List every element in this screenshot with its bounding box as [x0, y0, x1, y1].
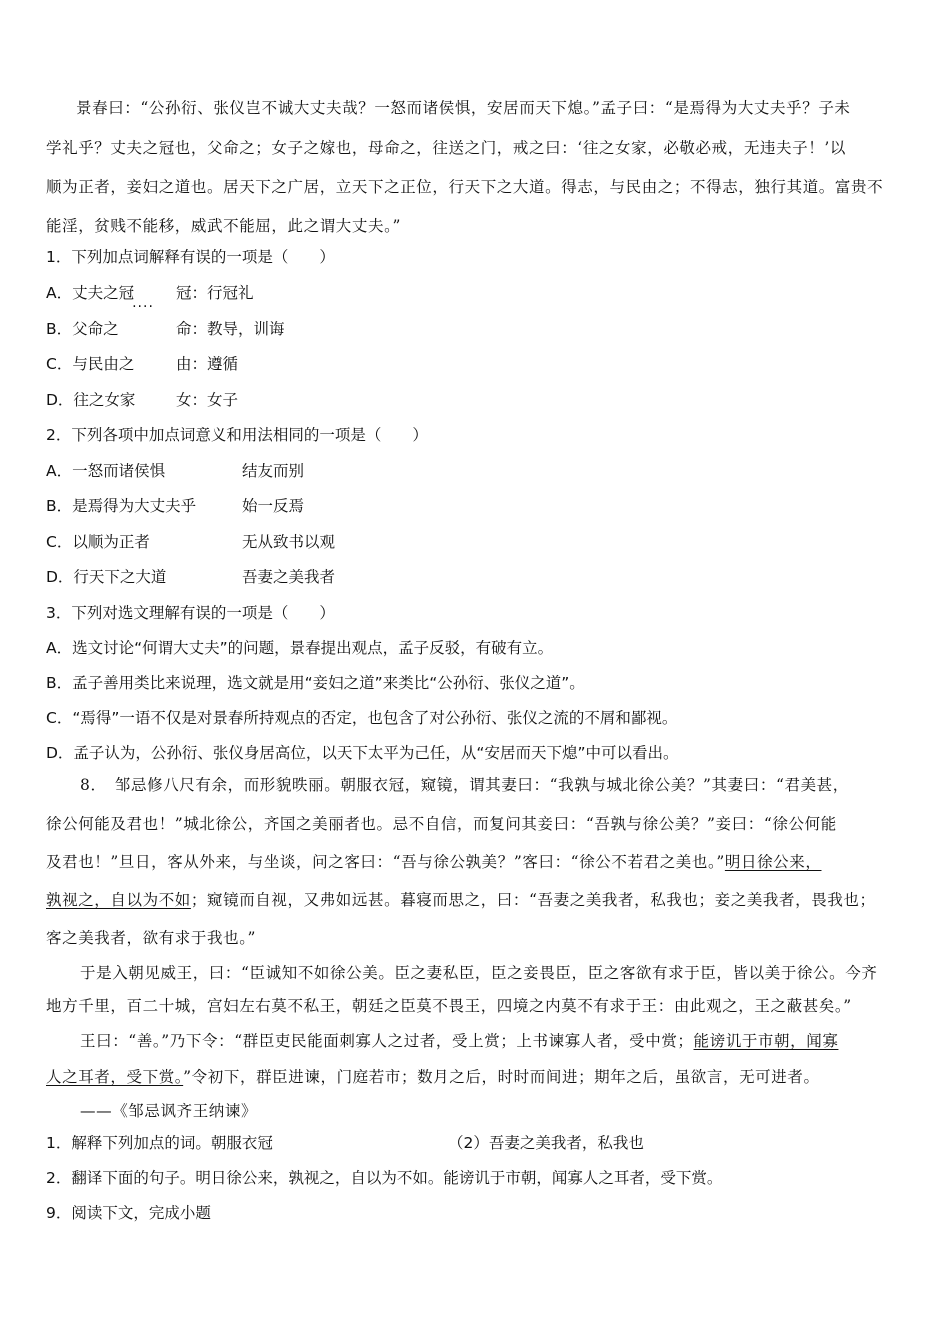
q2-option-c-right: 无从致书以观: [242, 533, 336, 551]
q8-item-2: 2．翻译下面的句子。明日徐公来，孰视之，自以为不如。能谤讥于市朝，闻寡人之耳者，受下赏。: [46, 1169, 723, 1187]
passage8-p3-line-1-text: 王曰：“善。”乃下令：“群臣吏民能面刺寡人之过者，受上赏；上书谏寡人者，受中赏；: [80, 1032, 694, 1050]
q1-option-d-gloss: 女：女子: [176, 391, 239, 409]
passage8-p3-line-2-text: ”令初下，群臣进谏，门庭若市；数月之后，时时而间进；期年之后，虽欲言，无可进者。: [183, 1068, 820, 1086]
q1-option-c: [46, 353, 239, 375]
q2-option-c-left: C．以顺为正者: [46, 533, 150, 551]
q3-option-d: D．孟子认为，公孙衍、张仪身居高位，以天下太平为己任，从“安居而天下熄”中可以看出。: [46, 744, 679, 762]
passage8-p2-line-1: 于是入朝见威王，曰：“臣诚知不如徐公美。臣之妻私臣，臣之妾畏臣，臣之客欲有求于臣，皆以美于徐公。今齐: [80, 964, 878, 982]
passage8-p3-line-2: [46, 1066, 820, 1088]
q1-option-a: [46, 282, 254, 304]
passage1-line-4: 能淫，贫贱不能移，威武不能屈，此之谓大丈夫。”: [46, 217, 401, 235]
q3-stem: 3．下列对选文理解有误的一项是（ ）: [46, 604, 335, 622]
q1-option-a-label: A．丈夫之冠: [46, 284, 135, 302]
q2-option-b: [46, 495, 446, 517]
q1-option-c-label: C．与民由之: [46, 355, 135, 373]
q2-option-a-left: A．一怒而诸侯惧: [46, 462, 166, 480]
q8-item-1: [46, 1132, 746, 1154]
q2-option-c: [46, 531, 446, 553]
q1-option-a-gloss: 冠：行冠礼: [176, 284, 254, 302]
q1-option-d-label: D．往之女家: [46, 391, 136, 409]
q2-option-b-right: 始一反焉: [242, 497, 305, 515]
q8-item-1a: 1．解释下列加点的词。朝服衣冠: [46, 1134, 273, 1152]
q2-stem: 2．下列各项中加点词意义和用法相同的一项是（ ）: [46, 426, 428, 444]
q3-option-b: B．孟子善用类比来说理，选文就是用“妾妇之道”来类比“公孙衍、张仪之道”。: [46, 674, 585, 692]
passage8-underlined-2a: 能谤讥于市朝，闻寡: [693, 1032, 839, 1050]
passage8-line-5: 客之美我者，欲有求于我也。”: [46, 929, 257, 947]
passage8-p2-line-2: 地方千里，百二十城，宫妇左右莫不私王，朝廷之臣莫不畏王，四境之内莫不有求于王：由此观之，王之蔽甚矣。”: [46, 997, 852, 1015]
q3-option-a: A．选文讨论“何谓大丈夫”的问题，景春提出观点，孟子反驳，有破有立。: [46, 639, 554, 657]
passage8-underlined-2b: 人之耳者，受下赏。: [46, 1068, 184, 1086]
passage8-p3-line-1: [80, 1030, 838, 1052]
passage8-underlined-1b: 孰视之，自以为不如: [46, 891, 191, 909]
q1-option-d: [46, 389, 239, 411]
q8-item-1b: （2）吾妻之美我者，私我也: [448, 1134, 644, 1152]
q1-option-c-gloss: 由：遵循: [176, 355, 239, 373]
passage1-line-1: 景春曰：“公孙衍、张仪岂不诚大丈夫哉？一怒而诸侯惧，安居而天下熄。”孟子曰：“是焉得为大丈夫乎？子未: [76, 99, 851, 117]
passage1-line-3: 顺为正者，妾妇之道也。居天下之广居，立天下之正位，行天下之大道。得志，与民由之；不得志，独行其道。富贵不: [46, 178, 884, 196]
passage8-line-3: [46, 851, 821, 873]
q1-option-b: [46, 318, 285, 340]
passage8-line-2: 徐公何能及君也！”城北徐公，齐国之美丽者也。忌不自信，而复问其妾曰：“吾孰与徐公美？”妾曰：“徐公何能: [46, 815, 837, 833]
passage8-line-4: [46, 889, 876, 911]
q3-option-c: C．“焉得”一语不仅是对景春所持观点的否定，也包含了对公孙衍、张仪之流的不屑和鄙视。: [46, 709, 678, 727]
q9-stem: 9．阅读下文，完成小题: [46, 1204, 211, 1222]
passage8-source: ——《邹忌讽齐王纳谏》: [80, 1102, 258, 1120]
passage8-line-1: 8． 邹忌修八尺有余，而形貌昳丽。朝服衣冠，窥镜，谓其妻曰：“我孰与城北徐公美？”其妻曰：“君美甚，: [80, 776, 849, 794]
passage8-underlined-1a: 明日徐公来，: [724, 853, 822, 871]
q1-stem: 1．下列加点词解释有误的一项是（ ）: [46, 248, 335, 266]
q2-option-d-left: D．行天下之大道: [46, 568, 167, 586]
q1-option-b-label: B．父命之: [46, 320, 119, 338]
q1-option-b-gloss: 命：教导，训诲: [176, 320, 285, 338]
passage1-line-2: 学礼乎？丈夫之冠也，父命之；女子之嫁也，母命之，往送之门，戒之曰：‘往之女家，必敬必戒，无违夫子！’以: [46, 139, 846, 157]
q2-option-b-left: B．是焉得为大丈夫乎: [46, 497, 197, 515]
q2-option-d-right: 吾妻之美我者: [242, 568, 336, 586]
q2-option-a: [46, 460, 446, 482]
q2-option-a-right: 结友而别: [242, 462, 305, 480]
q2-option-d: [46, 566, 446, 588]
passage8-line-3-text: 及君也！”旦日，客从外来，与坐谈，问之客曰：“吾与徐公孰美？”客曰：“徐公不若君之美也。”: [46, 853, 725, 871]
passage8-line-4-text: ；窥镜而自视，又弗如远甚。暮寝而思之，曰：“吾妻之美我者，私我也；妾之美我者，畏我也；: [190, 891, 876, 909]
